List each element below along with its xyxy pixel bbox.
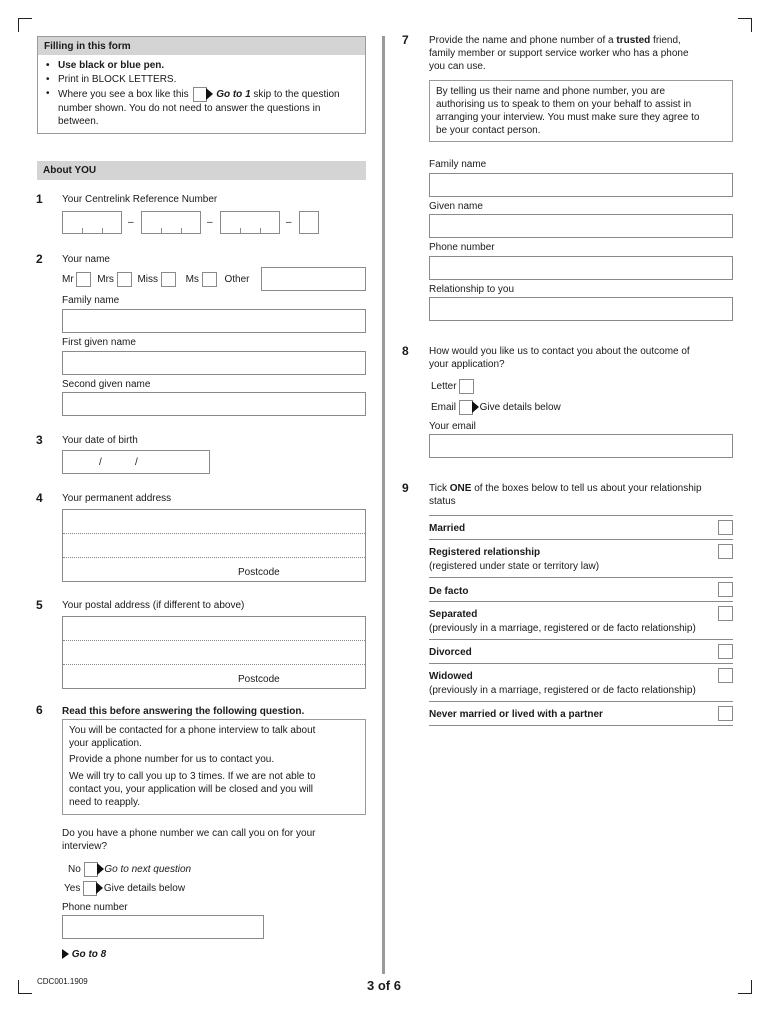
contact-phone-field[interactable] (429, 256, 733, 280)
option-registered-checkbox[interactable] (718, 544, 733, 559)
q7-info-box (429, 80, 733, 142)
page-number: 3 of 6 (367, 978, 401, 993)
option-married-checkbox[interactable] (718, 520, 733, 535)
dob-slash-1: / (99, 457, 102, 468)
q9-rule-4 (429, 639, 733, 640)
contact-given-name-field[interactable] (429, 214, 733, 238)
q8-email-label: Email (431, 402, 457, 414)
filling-in-form-panel (37, 36, 366, 134)
q9-rule-7 (429, 725, 733, 726)
q8-email-field[interactable] (429, 434, 733, 458)
title-mrs-label: Mrs (97, 274, 114, 286)
family-name-label: Family name (62, 295, 120, 306)
q9-rule-5 (429, 663, 733, 664)
option-separated-label: Separated (429, 609, 478, 620)
title-mr-label: Mr (62, 274, 74, 286)
q6-number: 6 (36, 703, 43, 717)
q9-rule-2 (429, 577, 733, 578)
contact-family-name-label: Family name (429, 159, 487, 170)
q6-info-3: We will try to call you up to 3 times. If we are not able to contact you, your application will be closed and you will need to reapply. (69, 771, 316, 808)
q3-number: 3 (36, 433, 43, 447)
second-given-name-label: Second given name (62, 379, 151, 390)
first-given-name-label: First given name (62, 337, 136, 348)
goto-arrow-icon (62, 949, 69, 959)
title-mr-checkbox[interactable] (76, 272, 91, 287)
postal-address-field[interactable] (62, 616, 366, 689)
q8-email-option (431, 400, 561, 415)
date-of-birth-field[interactable] (62, 450, 210, 474)
title-miss-checkbox[interactable] (161, 272, 176, 287)
crn-dash-2: – (207, 217, 213, 228)
contact-relationship-label: Relationship to you (429, 284, 515, 295)
q2-number: 2 (36, 252, 43, 266)
contact-family-name-field[interactable] (429, 173, 733, 197)
q9-rule-top (429, 515, 733, 516)
q6-info-box (62, 719, 366, 815)
crn-segment-4[interactable] (299, 211, 319, 234)
q8-letter-option (431, 379, 474, 394)
contact-phone-label: Phone number (429, 242, 495, 253)
crop-mark-top-right (738, 18, 752, 32)
q3-label: Your date of birth (62, 435, 138, 446)
filling-instructions (44, 59, 340, 128)
q8-number: 8 (402, 344, 409, 358)
instruction-skip (44, 87, 340, 128)
q6-label: Read this before answering the following question. (62, 706, 305, 717)
q8-label: How would you like us to contact you about the outcome of your application? (429, 346, 690, 370)
q6-yes-checkbox[interactable] (83, 881, 101, 896)
option-de-facto-checkbox[interactable] (718, 582, 733, 597)
q1-number: 1 (36, 192, 43, 206)
crop-mark-bottom-left (18, 980, 32, 994)
q6-no-option (68, 862, 191, 877)
q2-label: Your name (62, 254, 110, 265)
contact-relationship-field[interactable] (429, 297, 733, 321)
contact-given-name-label: Given name (429, 201, 483, 212)
option-married-label: Married (429, 523, 466, 534)
q6-phone-label: Phone number (62, 902, 128, 913)
q5-number: 5 (36, 598, 43, 612)
q6-yes-option (64, 881, 185, 896)
q9-rule-3 (429, 601, 733, 602)
option-separated-sub: (previously in a marriage, registered or de facto relationship) (429, 623, 696, 634)
q4-label: Your permanent address (62, 493, 172, 504)
crop-mark-bottom-right (738, 980, 752, 994)
crn-dash-1: – (128, 217, 134, 228)
q7-label: Provide the name and phone number of a trusted friend, family member or support service worker who has a phone you can use. (429, 35, 689, 72)
dob-slash-2: / (135, 457, 138, 468)
q9-number: 9 (402, 481, 409, 495)
instruction-skip-pre: Where you see a box like this (58, 89, 189, 101)
option-divorced-checkbox[interactable] (718, 644, 733, 659)
q4-number: 4 (36, 491, 43, 505)
q8-email-checkbox[interactable] (459, 400, 477, 415)
option-divorced-label: Divorced (429, 647, 472, 658)
instruction-block-letters: • Print in BLOCK LETTERS. (44, 73, 340, 86)
q6-info-1: You will be contacted for a phone interview to talk about your application. (69, 725, 316, 749)
q6-goto-8: Go to 8 (62, 948, 106, 961)
q8-your-email-label: Your email (429, 421, 476, 432)
q9-label: Tick ONE of the boxes below to tell us about your relationship status (429, 483, 702, 507)
family-name-field[interactable] (62, 309, 366, 333)
option-de-facto-label: De facto (429, 586, 469, 597)
option-never-married-label: Never married or lived with a partner (429, 709, 603, 720)
permanent-address-field[interactable] (62, 509, 366, 582)
q6-yes-details: Give details below (103, 883, 186, 895)
crn-dash-3: – (286, 217, 292, 228)
q6-yes-label: Yes (64, 883, 81, 895)
option-registered-label: Registered relationship (429, 547, 541, 558)
crn-segment-3[interactable] (220, 211, 280, 234)
title-other-field[interactable] (261, 267, 366, 291)
postal-postcode-label: Postcode (238, 674, 280, 685)
q8-letter-label: Letter (431, 381, 457, 393)
instruction-skip-line2: number shown. You do not need to answer the questions in (58, 103, 321, 114)
second-given-name-field[interactable] (62, 392, 366, 416)
title-options (62, 272, 250, 287)
title-ms-checkbox[interactable] (202, 272, 217, 287)
title-other-label: Other (224, 274, 250, 286)
title-mrs-checkbox[interactable] (117, 272, 132, 287)
option-registered-sub: (registered under state or territory law) (429, 561, 600, 572)
q6-no-label: No (68, 864, 81, 876)
instruction-skip-goto: Go to 1 (216, 89, 251, 101)
q6-no-goto: Go to next question (104, 864, 192, 876)
filling-in-form-title: Filling in this form (38, 37, 365, 55)
q6-phone-field[interactable] (62, 915, 264, 939)
option-widowed-sub: (previously in a marriage, registered or de facto relationship) (429, 685, 696, 696)
q9-rule-6 (429, 701, 733, 702)
skip-arrow-box-icon (193, 87, 211, 102)
q7-info-text: By telling us their name and phone number, you are authorising us to speak to them on your behalf to assist in arranging your interview. You must make sure they agree to be your contact person. (436, 86, 700, 136)
option-never-married-checkbox[interactable] (718, 706, 733, 721)
crop-mark-top-left (18, 18, 32, 32)
instruction-skip-line3: between. (58, 116, 99, 127)
option-widowed-checkbox[interactable] (718, 668, 733, 683)
column-divider (382, 36, 385, 974)
crn-segment-2[interactable] (141, 211, 201, 234)
q5-label: Your postal address (if different to above) (62, 600, 245, 611)
instruction-skip-post: skip to the question (253, 89, 340, 101)
q7-number: 7 (402, 33, 409, 47)
option-widowed-label: Widowed (429, 671, 473, 682)
option-separated-checkbox[interactable] (718, 606, 733, 621)
q9-rule-1 (429, 539, 733, 540)
q8-email-details: Give details below (479, 402, 561, 414)
form-code: CDC001.1909 (37, 977, 88, 986)
title-ms-label: Ms (185, 274, 199, 286)
permanent-postcode-label: Postcode (238, 567, 280, 578)
instruction-pen: • Use black or blue pen. (44, 59, 340, 72)
q6-no-checkbox[interactable] (84, 862, 102, 877)
q8-letter-checkbox[interactable] (459, 379, 474, 394)
about-you-heading: About YOU (37, 161, 366, 180)
q6-question: Do you have a phone number we can call you on for your interview? (62, 828, 316, 852)
crn-segment-1[interactable] (62, 211, 122, 234)
first-given-name-field[interactable] (62, 351, 366, 375)
q1-label: Your Centrelink Reference Number (62, 194, 218, 205)
q6-info-2: Provide a phone number for us to contact you. (69, 754, 275, 765)
title-miss-label: Miss (137, 274, 159, 286)
